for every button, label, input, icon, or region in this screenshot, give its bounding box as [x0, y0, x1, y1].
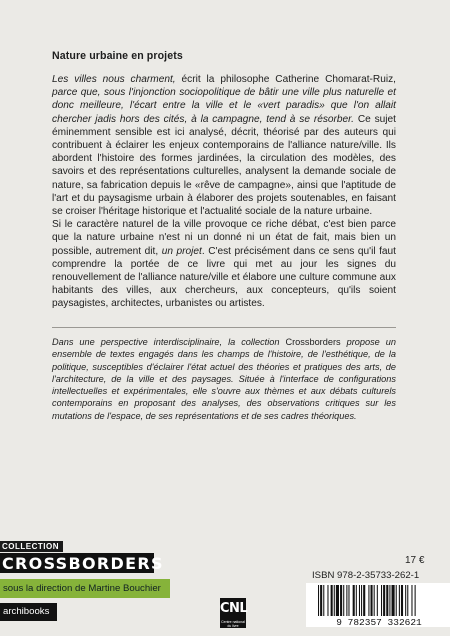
barcode-bar: [381, 585, 382, 616]
barcode-bar: [377, 585, 378, 616]
barcode-bar: [320, 585, 322, 616]
barcode-digits: 9 782357 332621: [336, 617, 422, 627]
barcode-bar: [371, 585, 373, 616]
barcode-bar: [363, 585, 365, 616]
text-span: écrit la philosophe Catherine Chomarat-Ruiz,: [175, 74, 396, 85]
barcode-bar: [383, 585, 385, 616]
barcode-bar: [396, 585, 397, 616]
summary-text: [52, 73, 396, 311]
barcode-bar: [318, 585, 319, 616]
cnl-logo-text: CNL: [220, 601, 248, 616]
barcode-bar: [386, 585, 388, 616]
series-director: sous la direction de Martine Bouchier: [0, 579, 170, 598]
barcode-bar: [334, 585, 335, 616]
barcode-bar: [323, 585, 324, 616]
barcode-bar: [401, 585, 403, 616]
barcode-bar: [399, 585, 400, 616]
collection-name-inline: Crossborders: [285, 337, 341, 347]
summary-paragraph-2: [52, 218, 396, 310]
barcode-bar: [405, 585, 406, 616]
barcode-bar: [327, 585, 328, 616]
barcode-bar: [353, 585, 355, 616]
divider: [52, 327, 396, 328]
barcode-bar: [415, 585, 416, 616]
barcode-bar: [411, 585, 412, 616]
barcode-bar: [356, 585, 357, 616]
barcode-graphic: [306, 583, 450, 627]
barcode-bar: [331, 585, 333, 616]
collection-label: COLLECTION: [0, 541, 63, 552]
text-span: Dans une perspective interdisciplinaire, la collection: [52, 337, 286, 347]
text-span: Ce sujet éminemment sensible est ici analysé, décrit, théorisé par des auteurs qui contribuent à éclairer les enjeux contemporains de l'alliance nature/ville. Ils abordent l'histoire des formes jardinées, la circulation des modèles, des savoirs et des représentations culturelles, analysent la demande sociale de nature, sa fabrication depuis le «rêve de campagne», ainsi que l'aptitude de l'art et du paysagisme urbain à élaborer des projets soutenables, en faisant se croiser l'héritage historique et l'actualité sociale de la nature urbaine.: [52, 113, 396, 218]
price: 17 €: [405, 555, 425, 566]
barcode: [306, 583, 450, 627]
barcode-bar: [346, 585, 347, 616]
text-span: . C'est précisément dans ce sens qu'il faut comprendre la portée de ce livre qui met au jour les signes du renouvellement de l'alliance nature/ville et élabore une culture commune aux habitants des villes, aux chercheurs, aux concepteurs, qu'ils soient paysagistes, architectes, urbanistes ou artistes.: [52, 245, 396, 310]
summary-paragraph-1: [52, 73, 396, 218]
isbn: ISBN 978-2-35733-262-1: [312, 570, 420, 581]
barcode-bar: [407, 585, 408, 616]
barcode-bar: [348, 585, 349, 616]
emphasis: un projet: [161, 245, 202, 257]
text-span: Si le caractère naturel de la ville provoque ce riche débat, c'est bien parce que la nature urbaine n'est ni un donné ni un état de fait, mais bien un possible, autrement dit,: [52, 219, 396, 257]
quote-text: parce que, sous l'injonction sociopolitique de bâtir une ville plus naturelle et donc meilleure, l'écart entre la ville et le «vert paradis» que l'on allait chercher jadis hors des cités, à la campagne, tend à se résorber.: [52, 87, 396, 125]
barcode-bar: [368, 585, 369, 616]
cnl-logo-subtitle: Centre national du livre: [221, 620, 245, 628]
cnl-logo: [220, 598, 246, 628]
collection-description: [52, 336, 396, 422]
barcode-bar: [392, 585, 395, 616]
barcode-bar: [343, 585, 344, 616]
barcode-bar: [374, 585, 375, 616]
quote-opening: Les villes nous charment,: [52, 74, 176, 85]
text-span: propose un ensemble de textes engagés dans les champs de l'histoire, de l'esthétique, de la politique, susceptibles d'éclairer l'état actuel des théories et pratiques des arts, de l'architecture, de la ville et des paysages. Située à l'interface de configurations intellectuelles et expérimentales, elle s'ouvre aux thèmes et aux débats culturels contemporains en proposant des analyses, des observations critiques sur les mutations de l'espace, de ses représentations et de ses cadres théoriques.: [52, 337, 396, 421]
barcode-bar: [359, 585, 360, 616]
barcode-bar: [336, 585, 339, 616]
collection-logo: CROSSBORDERS: [2, 554, 164, 573]
barcode-bar: [340, 585, 342, 616]
barcode-bar: [389, 585, 390, 616]
publisher-logo: archibooks: [0, 603, 57, 621]
barcode-bar: [361, 585, 362, 616]
page-title: Nature urbaine en projets: [52, 50, 183, 62]
